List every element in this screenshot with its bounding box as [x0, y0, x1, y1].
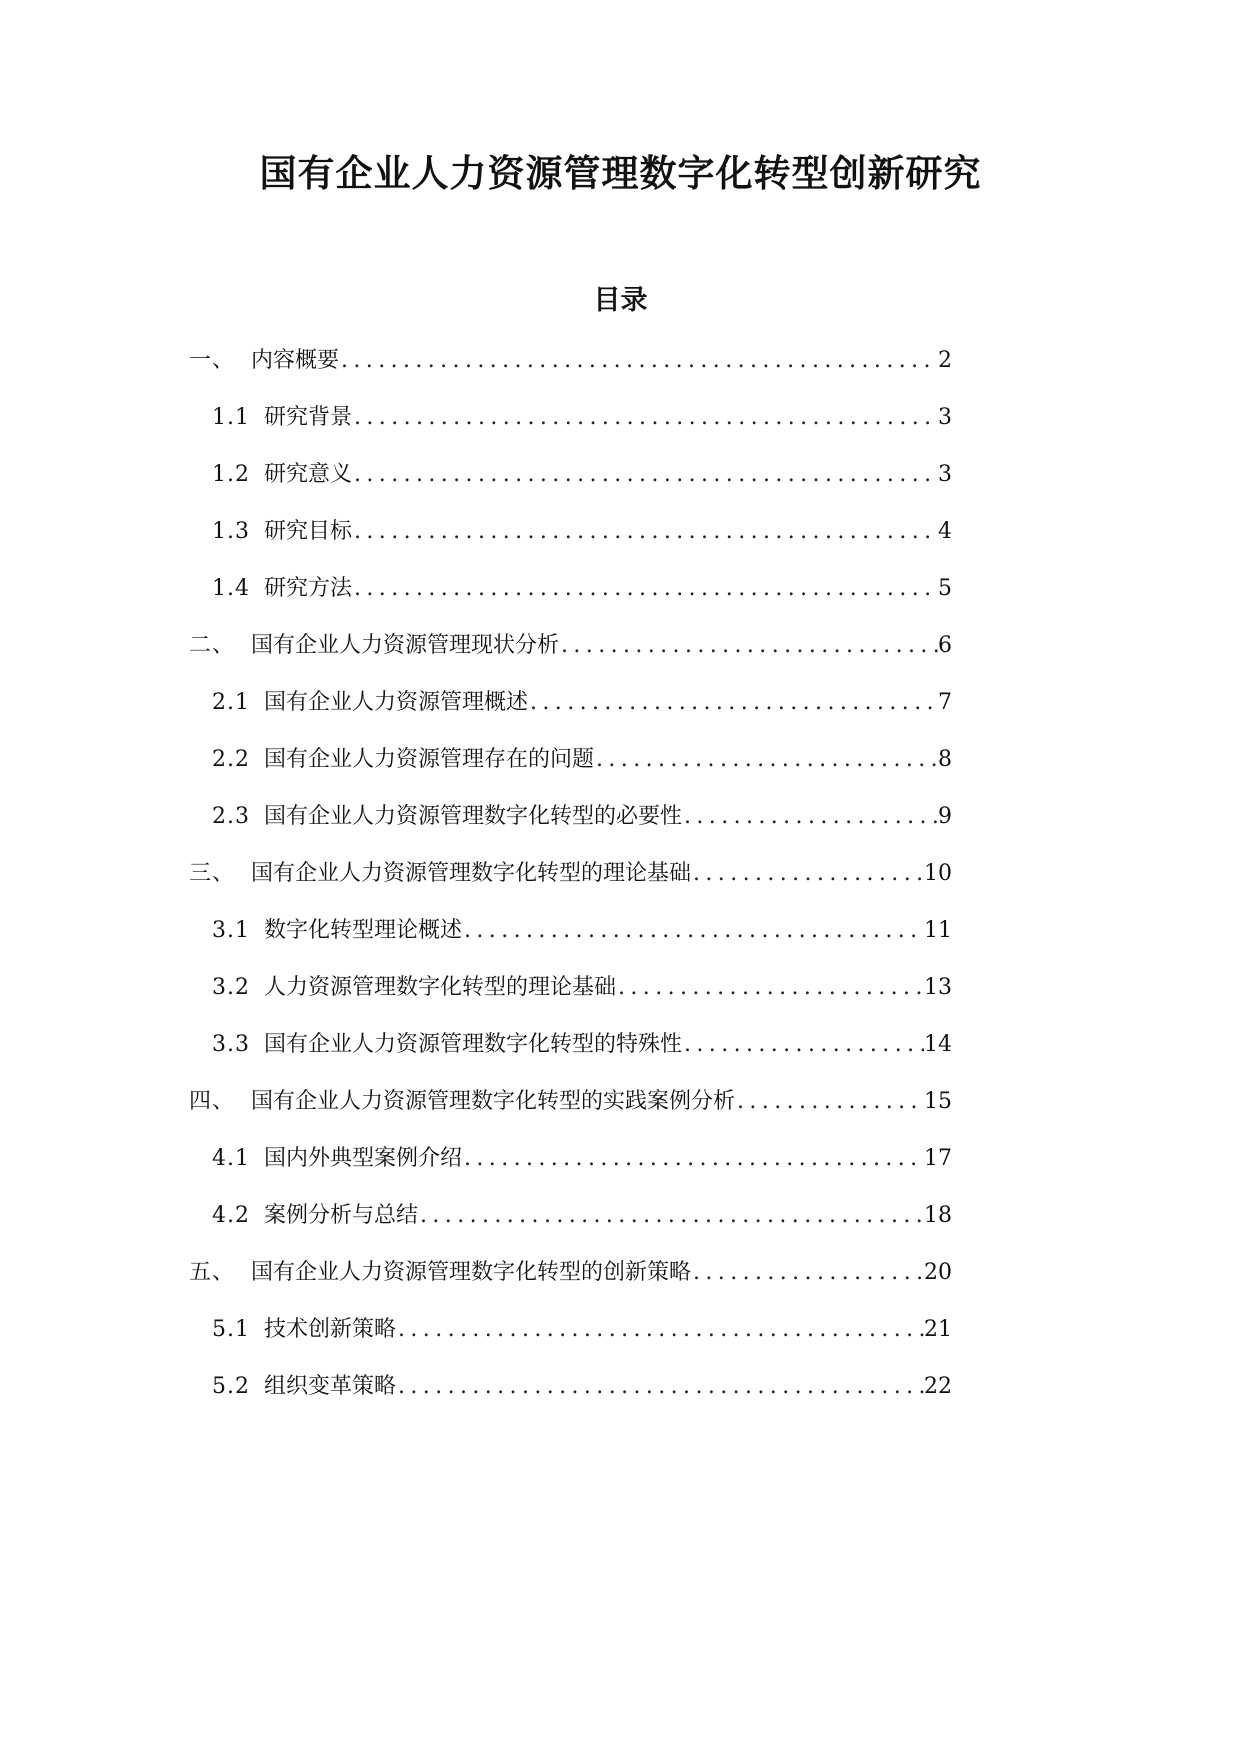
- toc-entry-section-1-3[interactable]: [212, 515, 952, 549]
- toc-entry-chapter-3[interactable]: [189, 857, 952, 891]
- toc-dot-leader: [594, 743, 938, 777]
- toc-dot-leader: [418, 1199, 924, 1233]
- toc-entry-number: 5.2: [212, 1374, 250, 1399]
- toc-dot-leader: [735, 1085, 924, 1119]
- toc-dot-leader: [559, 629, 938, 663]
- toc-entry-number: 2.1: [212, 690, 250, 715]
- toc-entry-section-3-3[interactable]: [212, 1028, 952, 1062]
- toc-entry-chapter-2[interactable]: [189, 629, 952, 663]
- toc-entry-page: 4: [938, 519, 952, 544]
- toc-entry-page: 17: [924, 1146, 952, 1171]
- toc-entry-title: 技术创新策略: [264, 1317, 397, 1342]
- toc-entry-page: 18: [924, 1203, 952, 1228]
- toc-entry-section-2-2[interactable]: [212, 743, 952, 777]
- toc-entry-section-5-1[interactable]: [212, 1313, 952, 1347]
- toc-entry-page: 8: [938, 747, 952, 772]
- toc-entry-number: 一、: [189, 348, 236, 373]
- toc-heading: 目录: [593, 285, 648, 316]
- toc-entry-title: 国有企业人力资源管理数字化转型的创新策略: [251, 1260, 692, 1285]
- toc-entry-chapter-1[interactable]: [189, 344, 952, 378]
- toc-entry-number: 五、: [189, 1260, 236, 1285]
- toc-entry-number: 1.3: [212, 519, 250, 544]
- toc-entry-title: 研究意义: [264, 462, 353, 487]
- toc-entry-title: 组织变革策略: [264, 1374, 397, 1399]
- toc-entry-title: 国有企业人力资源管理概述: [264, 690, 529, 715]
- toc-entry-title: 国内外典型案例介绍: [264, 1146, 463, 1171]
- toc-entry-page: 7: [938, 690, 952, 715]
- toc-entry-number: 1.2: [212, 462, 250, 487]
- toc-entry-title: 人力资源管理数字化转型的理论基础: [264, 975, 617, 1000]
- toc-entry-number: 1.1: [212, 405, 250, 430]
- toc-dot-leader: [352, 458, 938, 492]
- toc-dot-leader: [352, 572, 938, 606]
- toc-entry-page: 3: [938, 405, 952, 430]
- toc-dot-leader: [462, 1142, 924, 1176]
- toc-entry-title: 国有企业人力资源管理现状分析: [251, 633, 560, 658]
- toc-entry-title: 国有企业人力资源管理数字化转型的实践案例分析: [251, 1089, 736, 1114]
- toc-entry-page: 5: [938, 576, 952, 601]
- toc-entry-title: 内容概要: [251, 348, 340, 373]
- toc-entry-title: 研究方法: [264, 576, 353, 601]
- toc-entry-page: 21: [924, 1317, 952, 1342]
- toc-entry-chapter-5[interactable]: [189, 1256, 952, 1290]
- toc-dot-leader: [396, 1313, 924, 1347]
- toc-entry-number: 4.2: [212, 1203, 250, 1228]
- toc-dot-leader: [462, 914, 924, 948]
- toc-entry-number: 二、: [189, 633, 236, 658]
- toc-dot-leader: [352, 401, 938, 435]
- toc-entry-section-1-1[interactable]: [212, 401, 952, 435]
- toc-dot-leader: [396, 1370, 924, 1404]
- toc-entry-page: 13: [924, 975, 952, 1000]
- toc-entry-number: 5.1: [212, 1317, 250, 1342]
- toc-entry-number: 2.2: [212, 747, 250, 772]
- toc-entry-section-2-3[interactable]: [212, 800, 952, 834]
- toc-entry-title: 研究目标: [264, 519, 353, 544]
- toc-entry-page: 9: [938, 804, 952, 829]
- toc-entry-section-2-1[interactable]: [212, 686, 952, 720]
- toc-entry-page: 20: [924, 1260, 952, 1285]
- toc-entry-number: 3.2: [212, 975, 250, 1000]
- toc-entry-page: 11: [924, 918, 952, 943]
- toc-entry-section-3-1[interactable]: [212, 914, 952, 948]
- toc-dot-leader: [339, 344, 938, 378]
- toc-entry-page: 10: [924, 861, 952, 886]
- toc-entry-chapter-4[interactable]: [189, 1085, 952, 1119]
- toc-entry-number: 3.1: [212, 918, 250, 943]
- toc-entry-number: 3.3: [212, 1032, 250, 1057]
- toc-entry-title: 国有企业人力资源管理数字化转型的必要性: [264, 804, 683, 829]
- toc-entry-title: 国有企业人力资源管理存在的问题: [264, 747, 595, 772]
- toc-entry-page: 2: [938, 348, 952, 373]
- toc-entry-title: 国有企业人力资源管理数字化转型的理论基础: [251, 861, 692, 886]
- toc-entry-title: 数字化转型理论概述: [264, 918, 463, 943]
- toc-dot-leader: [352, 515, 938, 549]
- toc-entry-section-4-2[interactable]: [212, 1199, 952, 1233]
- toc-entry-title: 案例分析与总结: [264, 1203, 419, 1228]
- toc-entry-section-1-4[interactable]: [212, 572, 952, 606]
- toc-entry-page: 14: [924, 1032, 952, 1057]
- toc-dot-leader: [528, 686, 938, 720]
- toc-entry-section-3-2[interactable]: [212, 971, 952, 1005]
- toc-entry-page: 3: [938, 462, 952, 487]
- toc-entry-number: 2.3: [212, 804, 250, 829]
- document-title: 国有企业人力资源管理数字化转型创新研究: [259, 151, 982, 195]
- toc-entry-page: 22: [924, 1374, 952, 1399]
- toc-dot-leader: [682, 1028, 924, 1062]
- toc-entry-section-1-2[interactable]: [212, 458, 952, 492]
- toc-entry-page: 15: [924, 1089, 952, 1114]
- toc-dot-leader: [682, 800, 938, 834]
- toc-entry-number: 三、: [189, 861, 236, 886]
- toc-entry-number: 1.4: [212, 576, 250, 601]
- toc-dot-leader: [691, 857, 924, 891]
- toc-entry-title: 研究背景: [264, 405, 353, 430]
- toc-entry-number: 4.1: [212, 1146, 250, 1171]
- toc-dot-leader: [691, 1256, 924, 1290]
- toc-entry-number: 四、: [189, 1089, 236, 1114]
- toc-dot-leader: [616, 971, 924, 1005]
- toc-entry-section-5-2[interactable]: [212, 1370, 952, 1404]
- toc-entry-title: 国有企业人力资源管理数字化转型的特殊性: [264, 1032, 683, 1057]
- toc-entry-page: 6: [938, 633, 952, 658]
- toc-entry-section-4-1[interactable]: [212, 1142, 952, 1176]
